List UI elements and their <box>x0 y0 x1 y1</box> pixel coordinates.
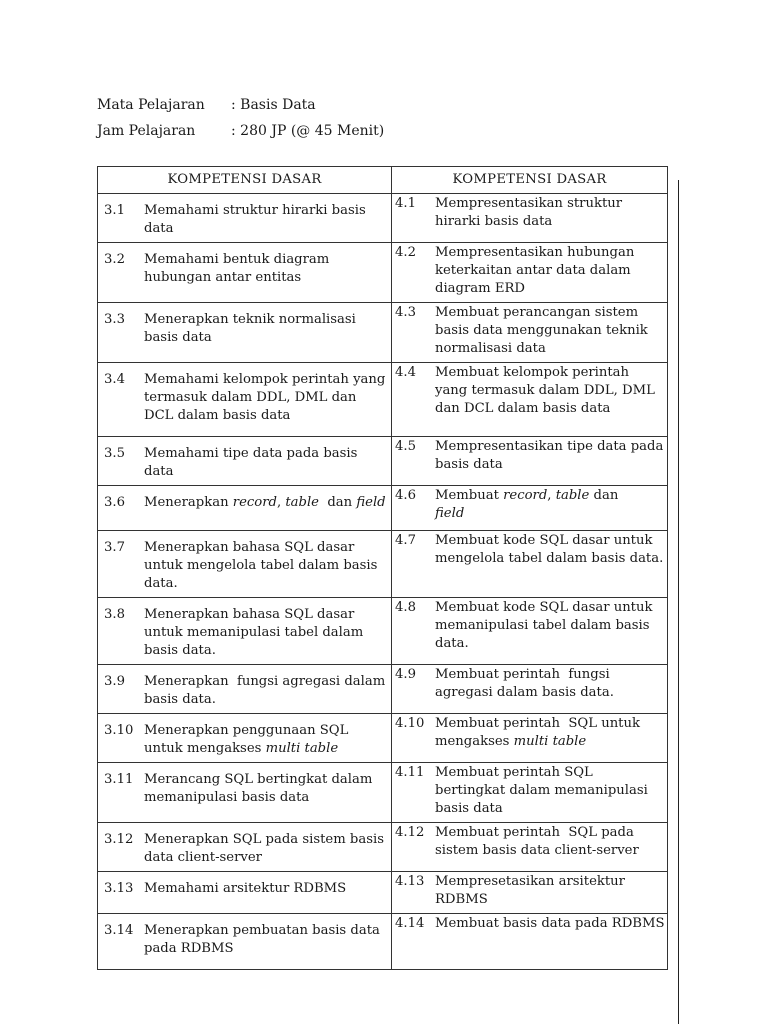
kd-number: 3.12 <box>104 832 134 847</box>
kd-italic-term: field <box>356 495 386 510</box>
kd-text: Mempresentasikan hubungan keterkaitan antar data dalam diagram ERD <box>435 245 635 296</box>
table-row <box>98 243 668 303</box>
kd-text: Membuat perancangan sistem basis data menggunakan teknik normalisasi data <box>435 305 648 356</box>
kd-italic-term: record <box>232 495 277 510</box>
table-row <box>98 763 668 823</box>
table-row <box>98 823 668 872</box>
col2-header: KOMPETENSI DASAR <box>392 167 668 194</box>
kd-text: Memahami tipe data pada basis data <box>144 446 358 479</box>
kd-italic-term: table <box>555 488 590 503</box>
kd-number: 4.5 <box>395 439 416 454</box>
col1-header: KOMPETENSI DASAR <box>98 167 392 194</box>
kd-text: Membuat perintah SQL bertingkat dalam memanipulasi basis data <box>435 765 648 816</box>
kd-text: Mempresentasikan tipe data pada basis data <box>435 439 664 472</box>
page-edge-line <box>678 180 679 1024</box>
kd-number: 3.3 <box>104 312 125 327</box>
kd-number: 4.11 <box>395 765 425 780</box>
kd-number: 3.5 <box>104 446 125 461</box>
kd-text: Memahami struktur hirarki basis data <box>144 203 366 236</box>
table-row <box>98 714 668 763</box>
kd-text: Mempresetasikan arsitektur RDBMS <box>435 874 625 907</box>
kd-italic-term: field <box>435 506 465 521</box>
kd-text-part: dan <box>589 488 619 503</box>
table-row <box>98 363 668 437</box>
kd-text: Membuat kelompok perintah yang termasuk dalam DDL, DML dan DCL dalam basis data <box>435 365 655 416</box>
kd-number: 4.13 <box>395 874 425 889</box>
table-row <box>98 486 668 531</box>
kd-number: 4.14 <box>395 916 425 931</box>
kd-number: 3.6 <box>104 495 125 510</box>
table-row <box>98 872 668 914</box>
subject-value: : Basis Data <box>231 97 316 113</box>
kd-text-part: Menerapkan penggunaan SQL untuk mengakses <box>144 723 349 756</box>
kd-number: 4.10 <box>395 716 425 731</box>
kd-text-part: Membuat <box>435 488 504 503</box>
kd-text-part: , <box>547 488 556 503</box>
kd-text: Membuat perintah SQL pada sistem basis data client-server <box>435 825 639 858</box>
subject-label: Mata Pelajaran <box>97 97 205 113</box>
kd-number: 3.13 <box>104 881 134 896</box>
kd-text: Menerapkan pembuatan basis data pada RDBMS <box>144 923 380 956</box>
kd-number: 3.9 <box>104 674 125 689</box>
hours-line <box>97 122 384 140</box>
table-row <box>98 531 668 598</box>
kd-text: Mempresentasikan struktur hirarki basis data <box>435 196 623 229</box>
kd-number: 3.1 <box>104 203 125 218</box>
kd-number: 4.4 <box>395 365 416 380</box>
kd-number: 4.7 <box>395 533 416 548</box>
kd-text: Menerapkan SQL pada sistem basis data client-server <box>144 832 384 865</box>
kd-text-part: Menerapkan <box>144 495 233 510</box>
kd-number: 3.11 <box>104 772 134 787</box>
kd-text-part: Membuat perintah SQL untuk mengakses <box>435 716 645 749</box>
kd-text <box>144 722 389 758</box>
kd-text: Menerapkan bahasa SQL dasar untuk mengelola tabel dalam basis data. <box>144 540 378 591</box>
kd-number: 4.12 <box>395 825 425 840</box>
kd-text: Menerapkan teknik normalisasi basis data <box>144 312 356 345</box>
kd-number: 3.10 <box>104 723 134 738</box>
table-row <box>98 437 668 486</box>
kd-number: 3.7 <box>104 540 125 555</box>
table-row <box>98 665 668 714</box>
kd-number: 4.1 <box>395 196 416 211</box>
subject-line <box>97 96 316 114</box>
kd-text: Memahami kelompok perintah yang termasuk dalam DDL, DML dan DCL dalam basis data <box>144 372 386 423</box>
kd-number: 4.2 <box>395 245 416 260</box>
kd-text <box>144 494 389 512</box>
table-header-row <box>98 167 668 194</box>
kd-text: Membuat kode SQL dasar untuk mengelola tabel dalam basis data. <box>435 533 664 566</box>
kd-text <box>435 715 665 751</box>
table-row <box>98 598 668 665</box>
kd-text: Merancang SQL bertingkat dalam memanipulasi basis data <box>144 772 373 805</box>
kd-number: 4.6 <box>395 488 416 503</box>
kd-text: Memahami bentuk diagram hubungan antar entitas <box>144 252 330 285</box>
kd-text: Membuat perintah fungsi agregasi dalam basis data. <box>435 667 614 700</box>
table-row <box>98 914 668 970</box>
competency-table <box>97 166 668 970</box>
kd-text: Membuat kode SQL dasar untuk memanipulasi tabel dalam basis data. <box>435 600 653 651</box>
kd-italic-term: table <box>285 495 319 510</box>
kd-number: 3.14 <box>104 923 134 938</box>
kd-italic-term: record <box>503 488 548 503</box>
kd-number: 3.8 <box>104 607 125 622</box>
kd-number: 3.2 <box>104 252 125 267</box>
kd-number: 4.8 <box>395 600 416 615</box>
kd-number: 4.9 <box>395 667 416 682</box>
hours-label: Jam Pelajaran <box>97 123 196 139</box>
kd-text: Menerapkan fungsi agregasi dalam basis data. <box>144 674 390 707</box>
hours-value: : 280 JP (@ 45 Menit) <box>231 123 385 139</box>
kd-italic-term: multi table <box>513 734 587 749</box>
kd-text: Menerapkan bahasa SQL dasar untuk memanipulasi tabel dalam basis data. <box>144 607 364 658</box>
kd-text: Memahami arsitektur RDBMS <box>144 881 347 896</box>
table-row <box>98 303 668 363</box>
kd-text-part: , <box>276 495 286 510</box>
table-row <box>98 194 668 243</box>
kd-number: 4.3 <box>395 305 416 320</box>
kd-text: Membuat basis data pada RDBMS <box>435 916 665 931</box>
kd-text <box>435 487 665 523</box>
kd-text-part: dan <box>318 495 357 510</box>
kd-italic-term: multi table <box>265 741 339 756</box>
kd-number: 3.4 <box>104 372 125 387</box>
